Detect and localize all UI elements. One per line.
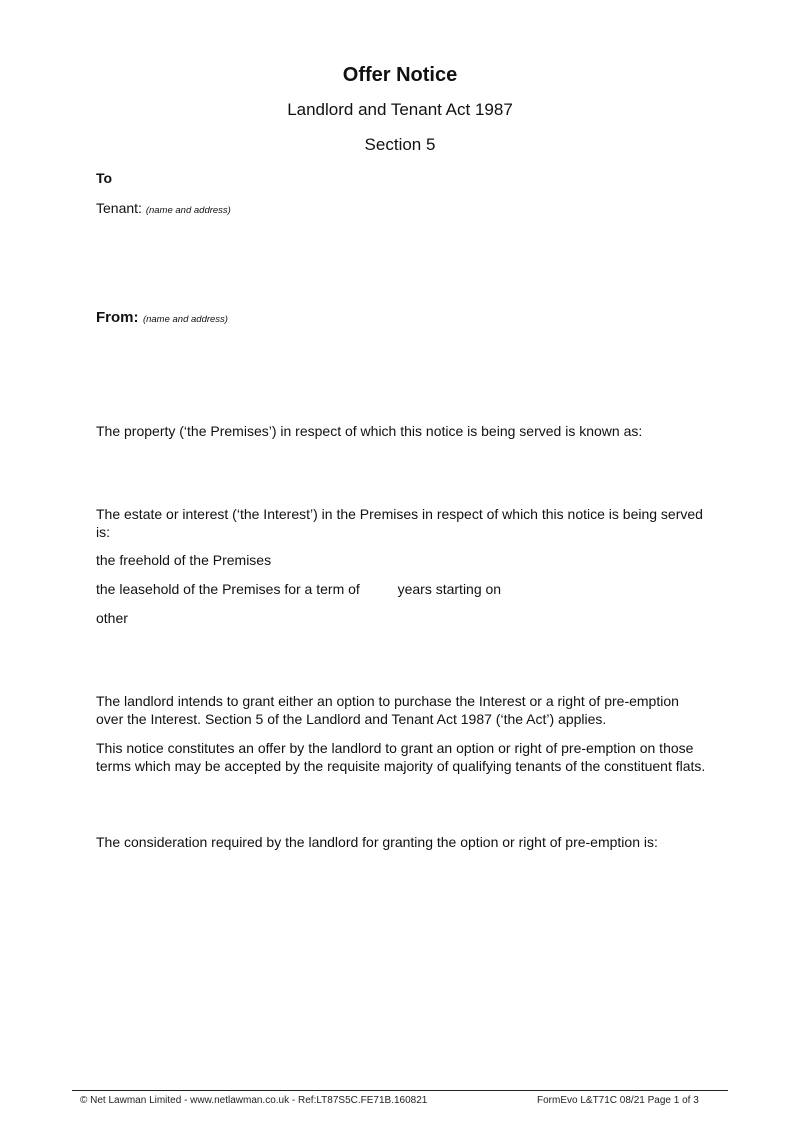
to-heading: To xyxy=(96,170,113,186)
consideration-text: The consideration required by the landlord for granting the option or right of pre-emption is: xyxy=(96,834,658,850)
act-name: Landlord and Tenant Act 1987 xyxy=(287,100,513,119)
tenant-label-row xyxy=(96,199,231,220)
from-hint: (name and address) xyxy=(142,314,228,325)
premises-field[interactable] xyxy=(96,444,710,503)
footer-copyright: © Net Lawman Limited - www.netlawman.co.uk - Ref:LT87S5C.FE71B.160821 xyxy=(80,1095,428,1106)
intent-paragraph-1: The landlord intends to grant either an option to purchase the Interest or a right of pre-emption over the Interest. Section 5 of the Landlord and Tenant Act 1987 (‘the Act’) applies. xyxy=(96,693,679,727)
premises-text: The property (‘the Premises’) in respect of which this notice is being served is known as: xyxy=(96,423,643,439)
other-interest-field[interactable] xyxy=(96,630,710,689)
footer-divider xyxy=(72,1090,728,1091)
consideration-field[interactable] xyxy=(96,856,710,1080)
tenant-label: Tenant: xyxy=(96,200,142,216)
tenant-name-address-field[interactable] xyxy=(96,220,710,304)
footer-form-ref: FormEvo L&T71C 08/21 Page 1 of 3 xyxy=(537,1095,699,1106)
section-number: Section 5 xyxy=(364,135,436,154)
interest-option-freehold[interactable]: the freehold of the Premises xyxy=(96,552,272,568)
intent-paragraph-2: This notice constitutes an offer by the landlord to grant an option or right of pre-emption on those terms which may be accepted by the requisite majority of qualifying tenants of the constituent flats. xyxy=(96,740,706,774)
interest-text: The estate or interest (‘the Interest’) in the Premises in respect of which this notice is being served is: xyxy=(96,506,703,540)
interest-option-other[interactable]: other xyxy=(96,610,128,626)
tenant-hint: (name and address) xyxy=(145,205,231,216)
document-title: Offer Notice xyxy=(342,64,458,86)
leasehold-suffix: years starting on xyxy=(397,581,502,597)
from-name-address-field[interactable] xyxy=(96,330,710,419)
leasehold-prefix: the leasehold of the Premises for a term of xyxy=(96,581,360,597)
interest-option-leasehold[interactable] xyxy=(96,580,605,598)
from-label-row xyxy=(96,309,228,327)
from-label: From: xyxy=(96,309,139,326)
